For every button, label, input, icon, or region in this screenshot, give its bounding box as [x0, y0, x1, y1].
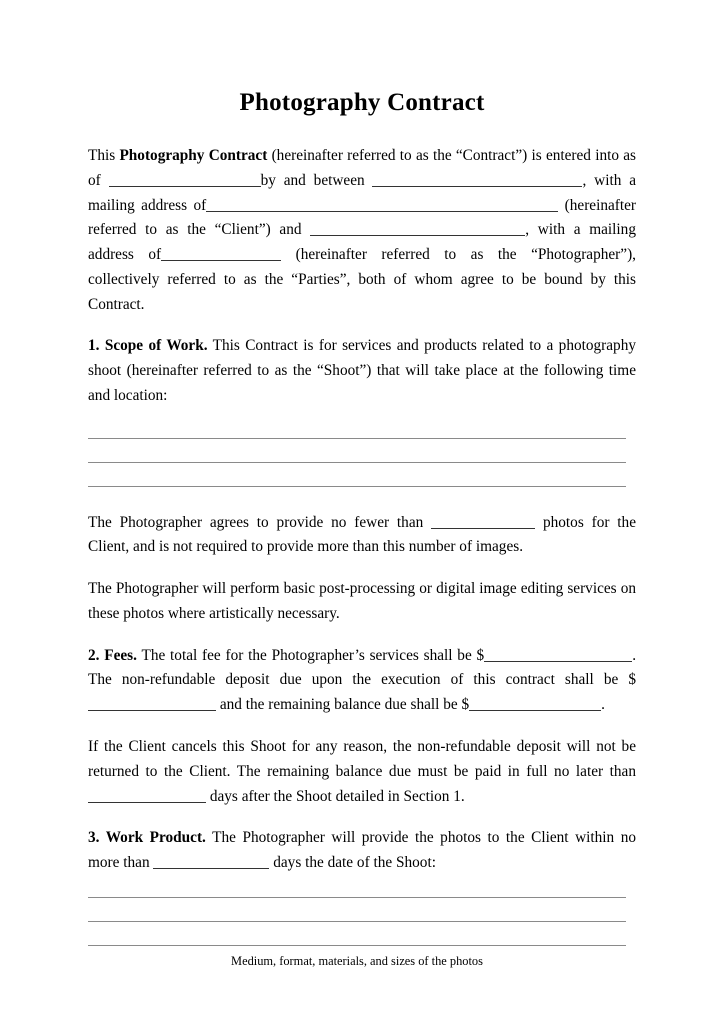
- blank-rule-line[interactable]: [88, 897, 626, 898]
- photo-count-text-2: photos for the Client, and is not required to provide more than this number of images.: [88, 513, 636, 556]
- blank-deposit-amount[interactable]: [88, 696, 216, 711]
- document-body: [88, 88, 636, 986]
- work-product-caption: Medium, format, materials, and sizes of the photos: [231, 953, 483, 968]
- blank-photographer-name[interactable]: [310, 221, 525, 236]
- page-title: Photography Contract: [239, 89, 485, 116]
- section-2-body-4: .: [601, 696, 605, 714]
- blank-rule-line[interactable]: [88, 921, 626, 922]
- blank-delivery-days[interactable]: [153, 854, 269, 869]
- blank-photo-count[interactable]: [431, 514, 535, 529]
- photo-count-text-1: The Photographer agrees to provide no fewer than: [88, 513, 432, 531]
- section-2-heading: 2. Fees.: [88, 646, 137, 664]
- blank-client-name[interactable]: [372, 172, 582, 187]
- section-scope-of-work: [88, 334, 636, 408]
- section-2-body-3: and the remaining balance due shall be $: [216, 696, 470, 714]
- intro-segment-5: , with a mailing address of: [88, 221, 636, 264]
- work-product-fill-in-lines: [88, 891, 636, 969]
- scope-fill-in-lines: [88, 426, 636, 487]
- cancellation-text-1: If the Client cancels this Shoot for any reason, the non-refundable deposit will not be returned to the Client. The remaining balance due must be paid in full no later than: [88, 738, 636, 780]
- blank-rule-line[interactable]: [88, 486, 626, 487]
- section-3-body-1: The Photographer will provide the photos to the Client within no more than: [88, 829, 636, 872]
- section-fees: [88, 644, 636, 718]
- intro-segment-6: (hereinafter referred to as the “Photographer”), collectively referred to as the “Parties”, both of whom agree to be bound by this Contract.: [88, 246, 636, 313]
- cancellation-text-2: days after the Shoot detailed in Section 1.: [206, 787, 465, 805]
- intro-segment-4: (hereinafter referred to as the “Client”) and: [88, 196, 636, 239]
- section-3-body-2: days the date of the Shoot:: [269, 854, 436, 872]
- intro-contract-bold: Photography Contract: [119, 147, 268, 164]
- blank-rule-line[interactable]: [88, 462, 626, 463]
- section-3-heading: 3. Work Product.: [88, 829, 206, 847]
- blank-rule-line[interactable]: [88, 438, 626, 439]
- section-1-heading: 1. Scope of Work.: [88, 337, 208, 355]
- intro-lead-prefix: This: [88, 147, 120, 164]
- section-2-body-2: . The non-refundable deposit due upon the execution of this contract shall be $: [88, 646, 637, 689]
- blank-balance-amount[interactable]: [469, 696, 601, 711]
- spacer: [88, 504, 636, 511]
- blank-client-address[interactable]: [206, 196, 558, 211]
- section-1-body: This Contract is for services and products related to a photography shoot (hereinafter referred to as the “Shoot”) that will take place at the following time and location:: [88, 337, 636, 404]
- photo-count-paragraph: [88, 511, 636, 561]
- cancellation-paragraph: [88, 735, 636, 809]
- blank-payment-days[interactable]: [88, 787, 206, 802]
- blank-contract-date[interactable]: [109, 172, 261, 187]
- post-processing-paragraph: The Photographer will perform basic post-processing or digital image editing services on these photos where artistically necessary.: [88, 580, 636, 622]
- intro-segment-3: , with a mailing address of: [88, 171, 636, 214]
- section-2-body-1: The total fee for the Photographer’s services shall be $: [136, 646, 485, 664]
- blank-rule-line[interactable]: [88, 945, 626, 946]
- blank-photographer-address[interactable]: [161, 246, 281, 261]
- intro-paragraph: [88, 144, 636, 317]
- section-work-product: [88, 826, 636, 876]
- intro-segment-1: (hereinafter referred to as the “Contract”) is entered into as of: [88, 147, 636, 189]
- intro-segment-2: by and between: [260, 171, 373, 189]
- blank-total-fee[interactable]: [484, 647, 632, 662]
